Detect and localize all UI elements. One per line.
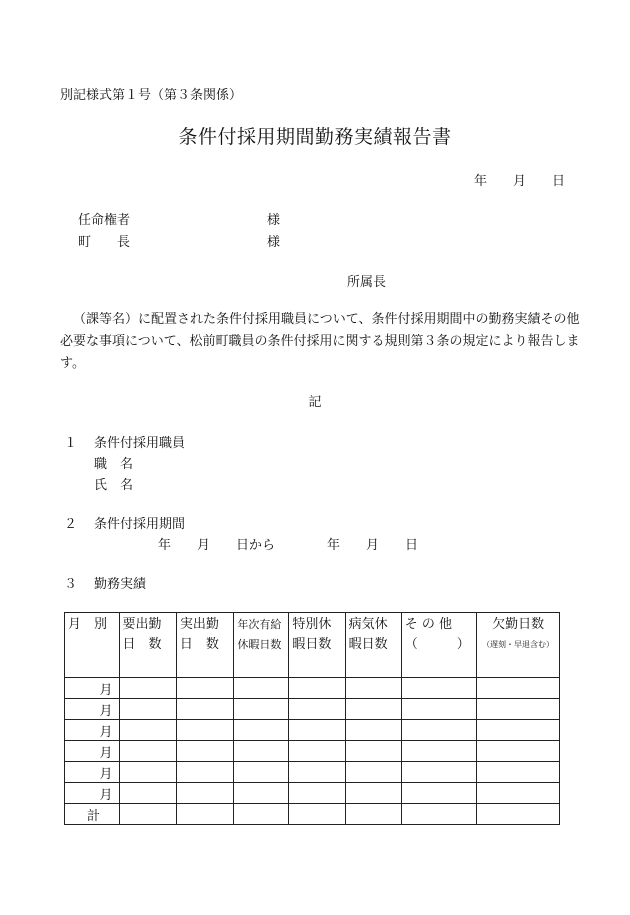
table-row xyxy=(65,783,560,804)
cell-other xyxy=(401,678,476,699)
header-absence xyxy=(477,613,560,678)
section-1-job-title: 職 名 xyxy=(94,457,134,472)
row-month-label: 月 xyxy=(65,699,120,720)
cell-absence xyxy=(477,762,560,783)
row-month-label: 月 xyxy=(65,741,120,762)
cell-annual xyxy=(234,678,289,699)
cell-actual xyxy=(176,804,233,825)
cell-special xyxy=(289,678,345,699)
header-absence-note: （遅刻・早退含む） xyxy=(482,640,555,649)
cell-actual xyxy=(176,783,233,804)
cell-other xyxy=(401,762,476,783)
table-row xyxy=(65,720,560,741)
cell-absence xyxy=(477,804,560,825)
header-required-days xyxy=(119,613,176,678)
table-total-row xyxy=(65,804,560,825)
cell-absence xyxy=(477,699,560,720)
cell-annual xyxy=(234,720,289,741)
cell-special xyxy=(289,741,345,762)
cell-other xyxy=(401,804,476,825)
cell-sick xyxy=(345,804,401,825)
cell-actual xyxy=(176,678,233,699)
form-number: 別記様式第１号（第３条関係） xyxy=(60,88,243,103)
addressee-honorific-1: 様 xyxy=(267,213,281,228)
cell-sick xyxy=(345,783,401,804)
header-annual-leave xyxy=(234,613,289,678)
section-3-number: ３ xyxy=(64,577,78,592)
table-row xyxy=(65,741,560,762)
header-absence-label: 欠勤日数 xyxy=(492,617,545,632)
header-sick-leave xyxy=(345,613,401,678)
work-record-table xyxy=(64,612,560,825)
cell-special xyxy=(289,699,345,720)
cell-sick xyxy=(345,678,401,699)
cell-absence xyxy=(477,741,560,762)
cell-annual xyxy=(234,699,289,720)
cell-special xyxy=(289,762,345,783)
cell-required xyxy=(119,741,176,762)
document-title: 条件付採用期間勤務実績報告書 xyxy=(178,126,452,148)
record-marker: 記 xyxy=(308,395,322,410)
cell-required xyxy=(119,783,176,804)
date-line: 年 月 日 xyxy=(474,174,566,189)
cell-absence xyxy=(477,783,560,804)
cell-annual xyxy=(234,783,289,804)
cell-actual xyxy=(176,741,233,762)
section-2-period: 年 月 日から 年 月 日 xyxy=(158,538,419,553)
cell-required xyxy=(119,678,176,699)
cell-sick xyxy=(345,762,401,783)
header-actual-days-label: 実出勤日 数 xyxy=(179,617,219,652)
cell-special xyxy=(289,720,345,741)
section-2-title: 条件付採用期間 xyxy=(94,517,186,532)
header-special-leave xyxy=(289,613,345,678)
cell-other xyxy=(401,741,476,762)
table-row xyxy=(65,699,560,720)
table-row xyxy=(65,678,560,699)
cell-actual xyxy=(176,720,233,741)
affiliation-head-label: 所属長 xyxy=(347,275,387,290)
cell-other xyxy=(401,720,476,741)
section-1-title: 条件付採用職員 xyxy=(94,436,186,451)
addressee-appointing-authority: 任命権者 xyxy=(78,213,131,228)
cell-special xyxy=(289,783,345,804)
cell-absence xyxy=(477,720,560,741)
row-month-label: 月 xyxy=(65,783,120,804)
cell-sick xyxy=(345,699,401,720)
cell-sick xyxy=(345,741,401,762)
section-2-number: ２ xyxy=(64,517,78,532)
header-actual-days xyxy=(176,613,233,678)
header-required-days-label: 要出勤日 数 xyxy=(122,617,162,652)
cell-required xyxy=(119,762,176,783)
header-sick-leave-label: 病気休暇日数 xyxy=(348,617,388,652)
cell-required xyxy=(119,699,176,720)
cell-other xyxy=(401,783,476,804)
body-paragraph: （課等名）に配置された条件付採用職員について、条件付採用期間中の勤務実績その他必要な事項について、松前町職員の条件付採用に関する規則第３条の規定により報告します。 xyxy=(60,312,580,371)
cell-actual xyxy=(176,699,233,720)
row-month-label: 月 xyxy=(65,720,120,741)
section-3-title: 勤務実績 xyxy=(94,577,147,592)
section-1-name: 氏 名 xyxy=(94,478,134,493)
row-month-label: 月 xyxy=(65,762,120,783)
addressee-honorific-2: 様 xyxy=(267,235,281,250)
cell-sick xyxy=(345,720,401,741)
addressee-mayor: 町 長 xyxy=(78,235,131,250)
table-header-row xyxy=(65,613,560,678)
section-1-number: １ xyxy=(64,436,78,451)
cell-annual xyxy=(234,762,289,783)
header-other-label: そ の 他（ ） xyxy=(404,617,470,652)
cell-required xyxy=(119,804,176,825)
header-annual-leave-label: 年次有給休暇日数 xyxy=(237,618,282,651)
total-label: 計 xyxy=(65,804,120,825)
cell-annual xyxy=(234,804,289,825)
cell-absence xyxy=(477,678,560,699)
header-month: 月 別 xyxy=(65,613,120,678)
table-row xyxy=(65,762,560,783)
row-month-label: 月 xyxy=(65,678,120,699)
cell-other xyxy=(401,699,476,720)
cell-annual xyxy=(234,741,289,762)
cell-required xyxy=(119,720,176,741)
cell-actual xyxy=(176,762,233,783)
header-other xyxy=(401,613,476,678)
cell-special xyxy=(289,804,345,825)
header-special-leave-label: 特別休暇日数 xyxy=(292,617,332,652)
